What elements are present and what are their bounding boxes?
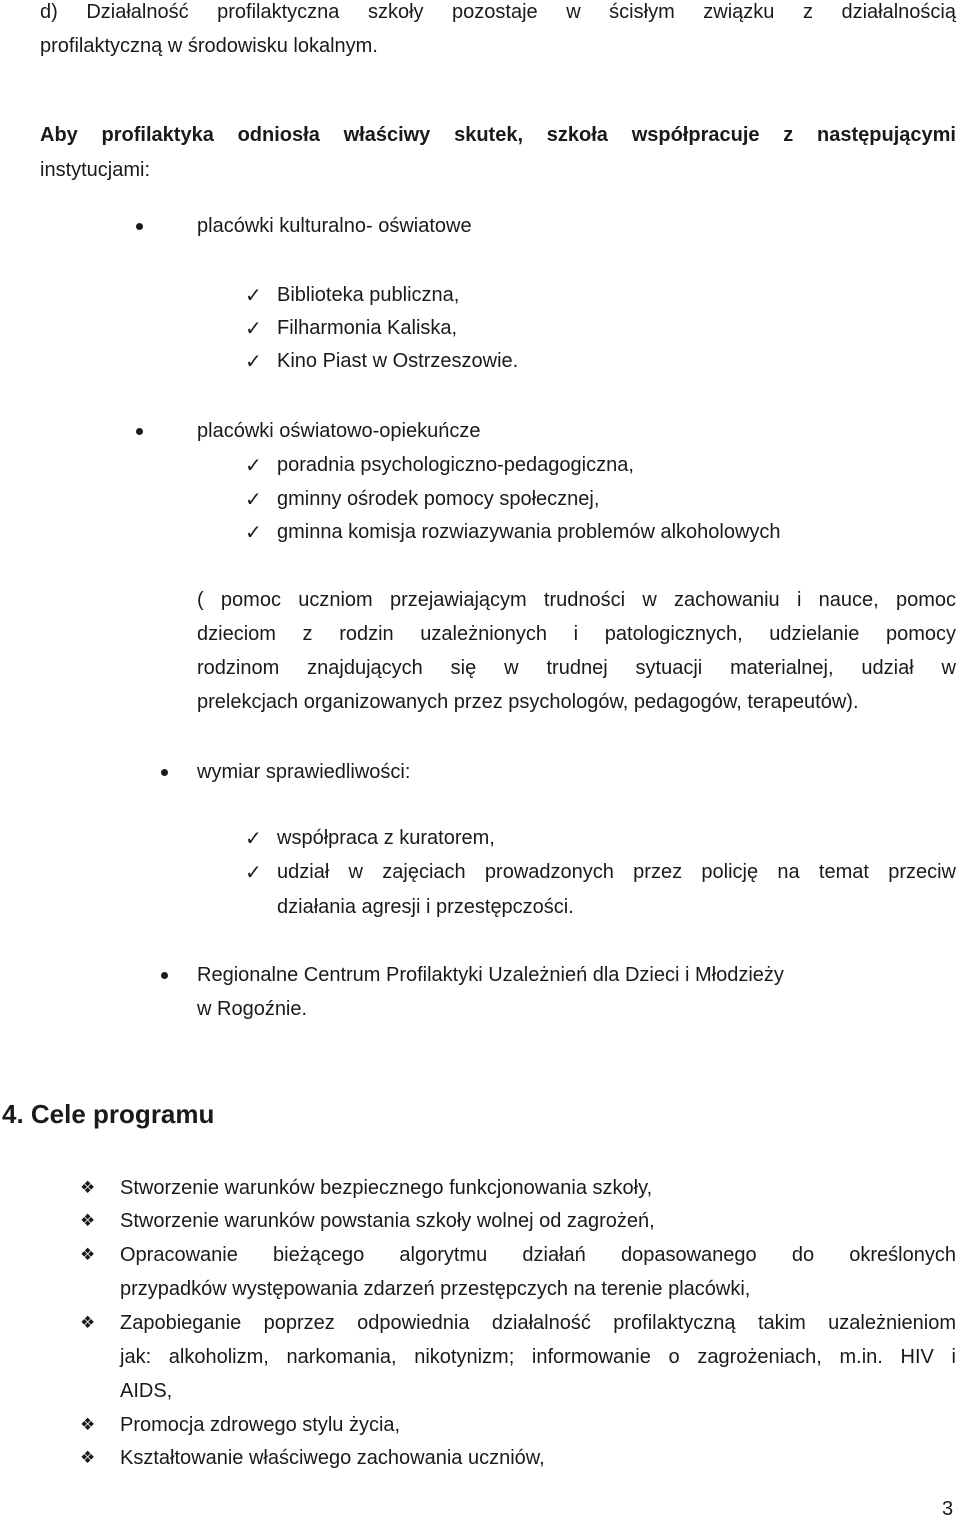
group-title-justice: wymiar sprawiedliwości: [197,761,411,783]
bullet-dot-icon [136,428,143,435]
list-item: gminny ośrodek pomocy społecznej, [277,488,600,510]
checkmark-icon: ✓ [245,283,262,307]
goal-item-continuation: jak: alkoholizm, narkomania, nikotynizm; informowanie o zagrożeniach, m.in. HIV i [120,1346,956,1368]
section-heading: 4. Cele programu [2,1099,215,1129]
diamond-bullet-icon: ❖ [80,1415,96,1435]
care-note-line: dzieciom z rodzin uzależnionych i patologicznych, udzielanie pomocy [197,623,956,645]
goal-item: Stworzenie warunków bezpiecznego funkcjonowania szkoły, [120,1177,653,1199]
bullet-dot-icon [161,769,168,776]
care-note-line: rodzinom znajdujących się w trudnej sytuacji materialnej, udział w [197,657,956,679]
diamond-bullet-icon: ❖ [80,1178,96,1198]
goal-item: Stworzenie warunków powstania szkoły wolnej od zagrożeń, [120,1210,655,1232]
goal-item-continuation: AIDS, [120,1380,173,1402]
diamond-bullet-icon: ❖ [80,1313,96,1333]
list-item: współpraca z kuratorem, [277,827,495,849]
cooperation-line-2: instytucjami: [40,159,151,181]
list-item: Biblioteka publiczna, [277,284,460,306]
checkmark-icon: ✓ [245,349,262,373]
group-title-care: placówki oświatowo-opiekuńcze [197,420,481,442]
list-item: udział w zajęciach prowadzonych przez policję na temat przeciw [277,861,956,883]
checkmark-icon: ✓ [245,826,262,850]
list-item: gminna komisja rozwiazywania problemów alkoholowych [277,521,781,543]
care-note-line: prelekcjach organizowanych przez psychologów, pedagogów, terapeutów). [197,691,859,713]
intro-line-2: profilaktyczną w środowisku lokalnym. [40,35,378,57]
diamond-bullet-icon: ❖ [80,1211,96,1231]
goal-item: Opracowanie bieżącego algorytmu działań dopasowanego do określonych [120,1244,956,1266]
bullet-dot-icon [161,972,168,979]
diamond-bullet-icon: ❖ [80,1448,96,1468]
checkmark-icon: ✓ [245,453,262,477]
goal-item-continuation: przypadków występowania zdarzeń przestępczych na terenie placówki, [120,1278,751,1300]
intro-line-1: d) Działalność profilaktyczna szkoły pozostaje w ścisłym związku z działalnością [40,1,956,23]
bullet-dot-icon [136,223,143,230]
checkmark-icon: ✓ [245,487,262,511]
checkmark-icon: ✓ [245,860,262,884]
list-item: Kino Piast w Ostrzeszowie. [277,350,519,372]
checkmark-icon: ✓ [245,520,262,544]
goal-item: Promocja zdrowego stylu życia, [120,1414,401,1436]
goal-item: Zapobieganie poprzez odpowiednia działalność profilaktyczną takim uzależnieniom [120,1312,956,1334]
group-title-cultural: placówki kulturalno- oświatowe [197,215,472,237]
group-title-regional-centre: Regionalne Centrum Profilaktyki Uzależnień dla Dzieci i Młodzieży [197,964,784,986]
list-item: poradnia psychologiczno-pedagogiczna, [277,454,634,476]
checkmark-icon: ✓ [245,316,262,340]
cooperation-line-1: Aby profilaktyka odniosła właściwy skutek, szkoła współpracuje z następującymi [40,124,956,146]
list-item-continuation: działania agresji i przestępczości. [277,896,574,918]
goal-item: Kształtowanie właściwego zachowania uczniów, [120,1447,545,1469]
list-item: Filharmonia Kaliska, [277,317,458,339]
group-title-regional-centre-line-2: w Rogoźnie. [197,998,308,1020]
page-number: 3 [942,1498,954,1520]
care-note-line: ( pomoc uczniom przejawiającym trudności w zachowaniu i nauce, pomoc [197,589,956,611]
diamond-bullet-icon: ❖ [80,1245,96,1265]
